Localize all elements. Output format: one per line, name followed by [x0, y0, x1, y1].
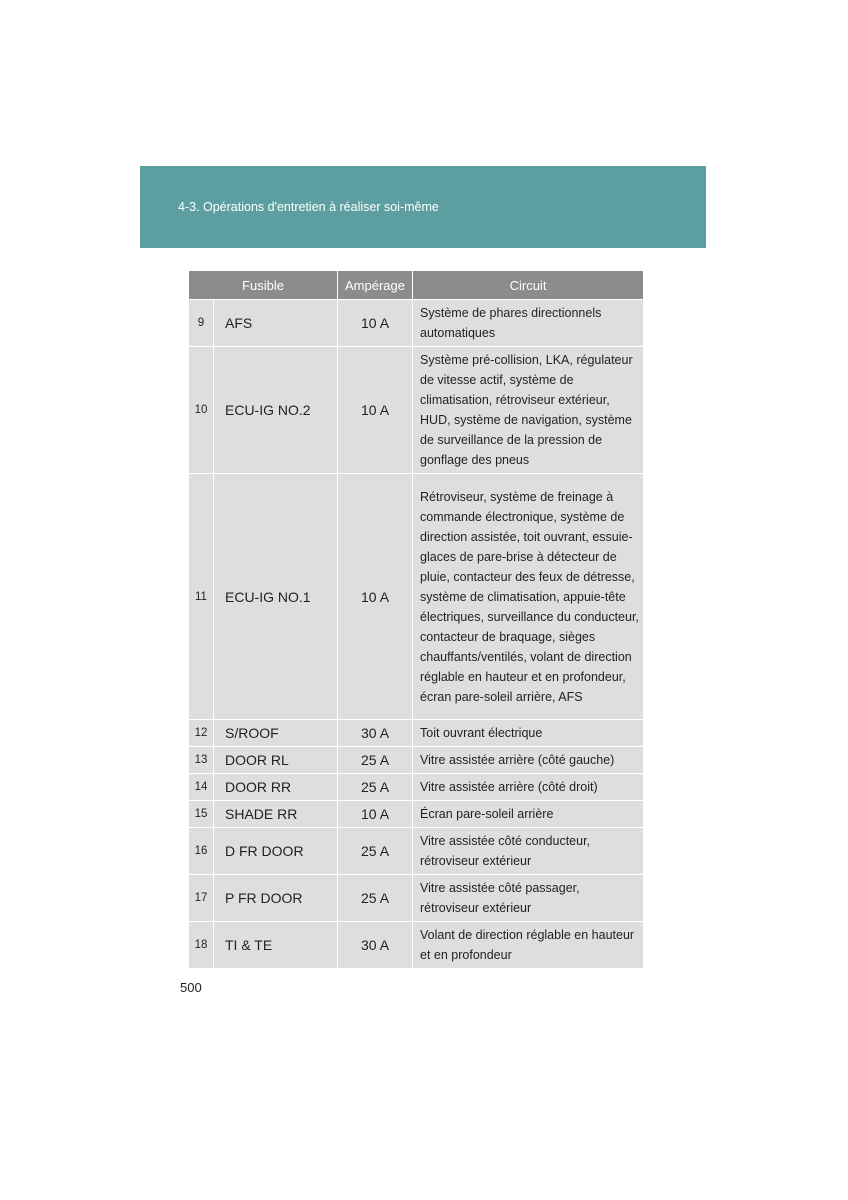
table-row — [189, 773, 643, 800]
fuse-name: D FR DOOR — [214, 827, 338, 874]
column-header-fuse: Fusible — [189, 271, 338, 299]
fuse-name: ECU-IG NO.1 — [214, 473, 338, 719]
table-row — [189, 746, 643, 773]
column-header-amperage: Ampérage — [338, 271, 413, 299]
fuse-amperage: 25 A — [338, 773, 413, 800]
fuse-amperage: 10 A — [338, 800, 413, 827]
fuse-amperage: 25 A — [338, 827, 413, 874]
fuse-number: 11 — [189, 473, 214, 719]
fuse-name: AFS — [214, 299, 338, 346]
table-header-row — [189, 271, 643, 299]
fuse-circuit: Vitre assistée arrière (côté gauche) — [413, 746, 643, 773]
fuse-amperage: 30 A — [338, 921, 413, 968]
column-header-circuit: Circuit — [413, 271, 643, 299]
table-row — [189, 921, 643, 968]
fuse-circuit: Système de phares directionnels automatiques — [413, 299, 643, 346]
fuse-amperage: 25 A — [338, 746, 413, 773]
fuse-number: 15 — [189, 800, 214, 827]
fuse-name: P FR DOOR — [214, 874, 338, 921]
fuse-name: S/ROOF — [214, 719, 338, 746]
fuse-amperage: 10 A — [338, 346, 413, 473]
table-row — [189, 346, 643, 473]
fuse-circuit: Toit ouvrant électrique — [413, 719, 643, 746]
fuse-name: DOOR RL — [214, 746, 338, 773]
section-title: 4-3. Opérations d'entretien à réaliser soi-même — [178, 200, 439, 214]
fuse-number: 9 — [189, 299, 214, 346]
fuse-name: ECU-IG NO.2 — [214, 346, 338, 473]
fuse-number: 16 — [189, 827, 214, 874]
fuse-circuit: Vitre assistée côté passager, rétroviseur extérieur — [413, 874, 643, 921]
fuse-circuit: Vitre assistée arrière (côté droit) — [413, 773, 643, 800]
fuse-number: 12 — [189, 719, 214, 746]
fuse-table — [189, 271, 643, 968]
fuse-circuit: Système pré-collision, LKA, régulateur de vitesse actif, système de climatisation, rétroviseur extérieur, HUD, système de navigation, système de surveillance de la pression de gonflage des pneus — [413, 346, 643, 473]
fuse-name: DOOR RR — [214, 773, 338, 800]
fuse-circuit: Volant de direction réglable en hauteur et en profondeur — [413, 921, 643, 968]
table-row — [189, 800, 643, 827]
fuse-number: 13 — [189, 746, 214, 773]
table-row — [189, 473, 643, 719]
fuse-name: SHADE RR — [214, 800, 338, 827]
fuse-amperage: 10 A — [338, 473, 413, 719]
fuse-circuit: Rétroviseur, système de freinage à commande électronique, système de direction assistée, toit ouvrant, essuie-glaces de pare-brise à détecteur de pluie, contacteur des feux de détresse, système de climatisation, appuie-tête électriques, surveillance du conducteur, contacteur de braquage, sièges chauffants/ventilés, volant de direction réglable en hauteur et en profondeur, écran pare-soleil arrière, AFS — [413, 473, 643, 719]
section-header-band — [140, 166, 706, 248]
table-row — [189, 719, 643, 746]
fuse-number: 10 — [189, 346, 214, 473]
fuse-name: TI & TE — [214, 921, 338, 968]
table-row — [189, 827, 643, 874]
fuse-number: 17 — [189, 874, 214, 921]
fuse-circuit: Vitre assistée côté conducteur, rétroviseur extérieur — [413, 827, 643, 874]
page-number: 500 — [180, 980, 202, 995]
fuse-number: 18 — [189, 921, 214, 968]
fuse-amperage: 30 A — [338, 719, 413, 746]
fuse-amperage: 25 A — [338, 874, 413, 921]
table-row — [189, 299, 643, 346]
fuse-circuit: Écran pare-soleil arrière — [413, 800, 643, 827]
fuse-amperage: 10 A — [338, 299, 413, 346]
fuse-number: 14 — [189, 773, 214, 800]
table-row — [189, 874, 643, 921]
